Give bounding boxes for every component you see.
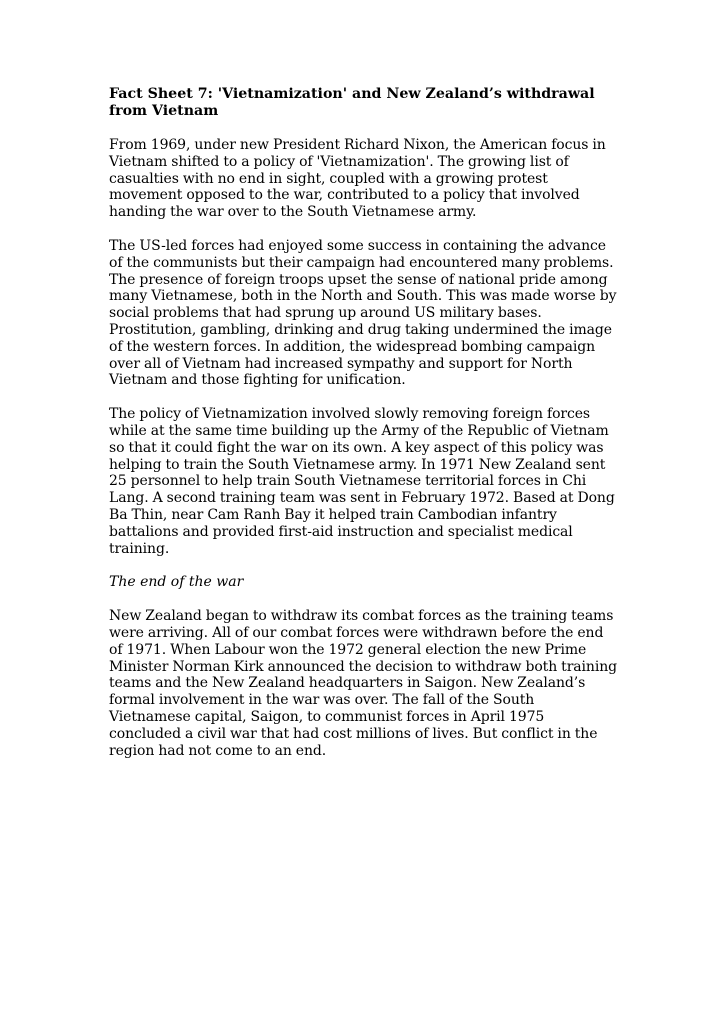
section-subheading: The end of the war (109, 574, 244, 591)
paragraph-campaign-problems: The US-led forces had enjoyed some success in containing the advance of the communists but their campaign had encountered many problems. The presence of foreign troops upset the sense of national pride among many Vietnamese, both in the North and South. This was made worse by social problems that had sprung up around US military bases. Prostitution, gambling, drinking and drug taking undermined the image of the western forces. In addition, the widespread bombing campaign over all of Vietnam had increased sympathy and support for North Vietnam and those fighting for unification. (109, 237, 617, 389)
paragraph-training-policy: The policy of Vietnamization involved slowly removing foreign forces while at the same time building up the Army of the Republic of Vietnam so that it could fight the war on its own. A key aspect of this policy was helping to train the South Vietnamese army. In 1971 New Zealand sent 25 personnel to help train South Vietnamese territorial forces in Chi Lang. A second training team was sent in February 1972. Based at Dong Ba Thin, near Cam Ranh Bay it helped train Cambodian infantry battalions and provided first-aid instruction and specialist medical training. (109, 406, 615, 557)
document-title: Fact Sheet 7: 'Vietnamization' and New Zealand’s withdrawal from Vietnam (109, 86, 595, 119)
paragraph-vietnamization-intro: From 1969, under new President Richard Nixon, the American focus in Vietnam shifted to a policy of 'Vietnamization'. The growing list of casualties with no end in sight, coupled with a growing protest movement opposed to the war, contributed to a policy that involved handing the war over to the South Vietnamese army. (109, 137, 606, 221)
document-page (109, 86, 619, 776)
paragraph-end-of-war: New Zealand began to withdraw its combat forces as the training teams were arriving. All of our combat forces were withdrawn before the end of 1971. When Labour won the 1972 general election the new Prime Minister Norman Kirk announced the decision to withdraw both training teams and the New Zealand headquarters in Saigon. New Zealand’s formal involvement in the war was over. The fall of the South Vietnamese capital, Saigon, to communist forces in April 1975 concluded a civil war that had cost millions of lives. But conflict in the region had not come to an end. (109, 608, 617, 759)
